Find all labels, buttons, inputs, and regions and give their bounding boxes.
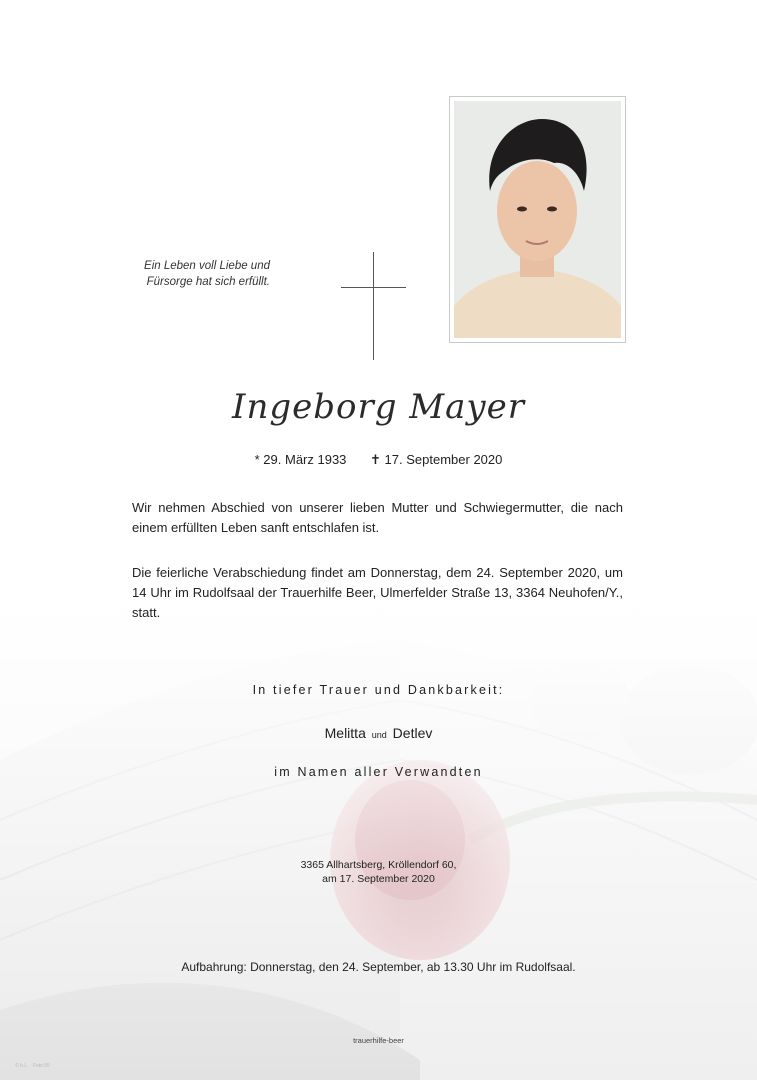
quote-line-2: Fürsorge hat sich erfüllt. xyxy=(146,276,270,288)
memorial-quote xyxy=(120,258,270,290)
cross-icon-vertical xyxy=(373,252,374,360)
corner-note: © b.L. · Foto 55 xyxy=(15,1063,50,1069)
mourner-conjunction: und xyxy=(371,730,387,740)
viewing-notice: Aufbahrung: Donnerstag, den 24. September, ab 13.30 Uhr im Rudolfsaal. xyxy=(181,960,576,974)
mourning-heading: In tiefer Trauer und Dankbarkeit: xyxy=(252,683,505,697)
mourner-name-2: Detlev xyxy=(392,725,433,741)
address-block xyxy=(0,858,757,886)
birth-date: * 29. März 1933 xyxy=(254,452,347,467)
address-line-2: am 17. September 2020 xyxy=(322,873,435,885)
mourner-names xyxy=(0,725,757,741)
deceased-name: Ingeborg Mayer xyxy=(232,387,525,427)
ceremony-paragraph: Die feierliche Verabschiedung findet am Donnerstag, dem 24. September 2020, um 14 Uhr im Rudolfsaal der Trauerhilfe Beer, Ulmerfelder Straße 13, 3364 Neuhofen/Y., statt. xyxy=(132,565,623,620)
life-dates xyxy=(0,452,757,468)
footer-funeral-home: trauerhilfe-beer xyxy=(353,1036,404,1045)
mourner-name-1: Melitta xyxy=(324,725,366,741)
portrait-photo xyxy=(454,101,621,338)
death-date: ✝ 17. September 2020 xyxy=(370,452,503,467)
cross-icon-horizontal xyxy=(341,287,406,288)
relatives-line: im Namen aller Verwandten xyxy=(274,765,483,779)
portrait-frame xyxy=(449,96,626,343)
address-line-1: 3365 Allhartsberg, Kröllendorf 60, xyxy=(300,859,457,871)
quote-line-1: Ein Leben voll Liebe und xyxy=(144,260,270,272)
farewell-paragraph: Wir nehmen Abschied von unserer lieben Mutter und Schwiegermutter, die nach einem erfüllten Leben sanft entschlafen ist. xyxy=(132,500,623,535)
